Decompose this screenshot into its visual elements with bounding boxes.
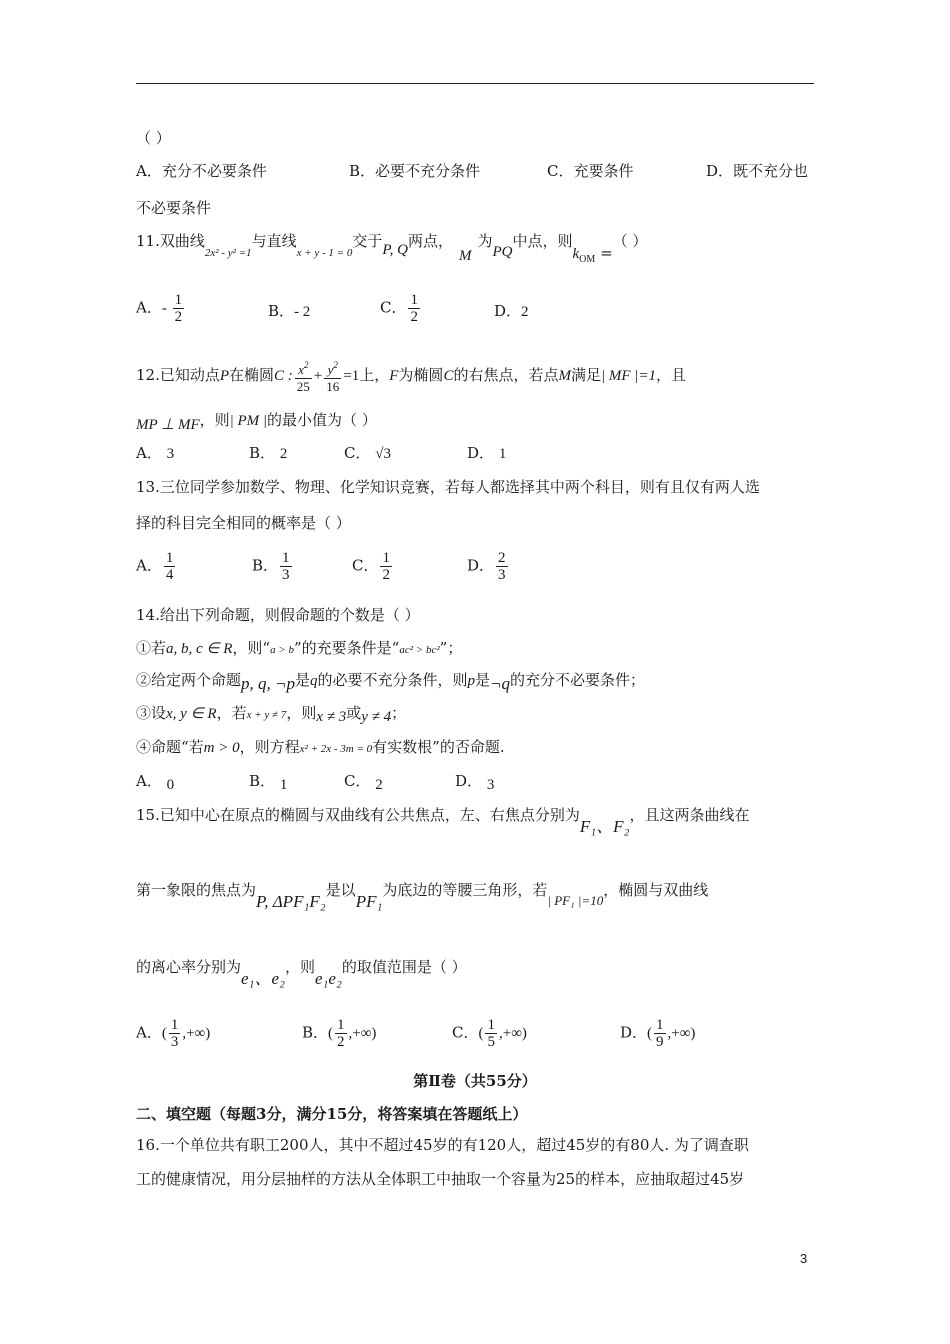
q10-option-b: B．必要不充分条件 <box>349 162 481 180</box>
page-number: 3 <box>800 1251 808 1266</box>
part2-title: 第Ⅱ卷（共55分） <box>413 1072 537 1090</box>
q10-wrap: 不必要条件 <box>136 199 212 217</box>
q13-option-a: A． $\frac{1}{4}$ <box>136 550 174 583</box>
q15-line2: 第一象限的焦点为P, ΔPF₁F₂是以PF₁为底边的等腰三角形，若| PF₁ |=10，椭圆与双曲线 <box>136 881 709 911</box>
q12-option-c: C． √3 <box>344 444 391 462</box>
q15-option-c: C．( $\frac{1}{5}$ ,+∞) <box>452 1017 527 1050</box>
q12-stem-line2: MP ⊥ MF，则| PM |的最小值为（ ） <box>136 411 377 433</box>
q14-stem: 14.给出下列命题，则假命题的个数是（ ） <box>136 606 420 624</box>
q11-option-d: D．2 <box>494 302 529 320</box>
q10-option-d: D．既不充分也 <box>706 162 809 180</box>
q14-statement-4: ④命题“若m > 0，则方程x² + 2x - 3m = 0有实数根”的否命题. <box>136 738 505 756</box>
q15-option-b: B．( $\frac{1}{2}$ ,+∞) <box>302 1017 377 1050</box>
q14-statement-3: ③设x, y ∈ R，若x + y ≠ 7，则x ≠ 3或y ≠ 4； <box>136 704 407 725</box>
q14-option-c: C． 2 <box>344 772 383 793</box>
q11-option-c: C． $\frac{1}{2}$ <box>380 292 418 325</box>
header-rule <box>136 83 814 84</box>
q11-line-eq: x + y - 1 = 0 <box>296 247 353 259</box>
q15-line3: 的离心率分别为e₁、e₂，则e₁e₂的取值范围是（ ） <box>136 958 467 988</box>
q12-option-b: B． 2 <box>249 444 288 462</box>
q16-line1: 16.一个单位共有职工200人，其中不超过45岁的有120人，超过45岁的有80人. 为了调查职 <box>136 1136 749 1154</box>
q14-option-d: D． 3 <box>455 772 495 793</box>
q13-line1: 13.三位同学参加数学、物理、化学知识竞赛，若每人都选择其中两个科目，则有且仅有两人选 <box>136 478 760 496</box>
q15-option-d: D．( $\frac{1}{9}$ ,+∞) <box>620 1017 696 1050</box>
q10-option-c: C．充要条件 <box>547 162 634 180</box>
q15-line1: 15.已知中心在原点的椭圆与双曲线有公共焦点，左、右焦点分别为F₁、F₂，且这两条曲线在 <box>136 806 750 836</box>
q12-stem-line1: 12.已知动点P在椭圆C : $\frac{x^2}{25}$ + $\frac{y^2}{16}$ =1上，F为椭圆C的右焦点，若点M满足| MF |=1，且 <box>136 360 687 394</box>
q12-option-d: D． 1 <box>467 444 507 462</box>
q11-hyperbola-eq: 2x² - y² =1 <box>204 247 252 259</box>
q10-option-a: A．充分不必要条件 <box>136 162 267 180</box>
q11-option-a: A．- $\frac{1}{2}$ <box>136 292 183 325</box>
q14-statement-1: ①若a, b, c ∈ R，则“a > b”的充要条件是“ac² > bc²”； <box>136 639 463 657</box>
q14-option-a: A． 0 <box>136 772 175 793</box>
q13-option-d: D． $\frac{2}{3}$ <box>467 550 506 583</box>
q12-option-a: A． 3 <box>136 444 175 462</box>
q10-paren: （ ） <box>136 129 171 147</box>
q13-option-b: B． $\frac{1}{3}$ <box>252 550 290 583</box>
q14-statement-2: ②给定两个命题p, q, ¬p是q的必要不充分条件，则p是¬q的充分不必要条件； <box>136 671 646 693</box>
q13-line2: 择的科目完全相同的概率是（ ） <box>136 514 351 532</box>
q15-option-a: A．( $\frac{1}{3}$ ,+∞) <box>136 1017 211 1050</box>
q16-line2: 工的健康情况，用分层抽样的方法从全体职工中抽取一个容量为25的样本，应抽取超过45岁 <box>136 1170 745 1188</box>
q14-option-b: B． 1 <box>249 772 288 793</box>
q13-option-c: C． $\frac{1}{2}$ <box>352 550 390 583</box>
fill-in-section-heading: 二、填空题（每题3分，满分15分，将答案填在答题纸上） <box>136 1105 528 1123</box>
q11-stem: 11.双曲线$_{2x^2 - y^2 =1}$与直线$_{x + y - 1 = 0}$交于P, Q两点，M为PQ中点，则$k_{OM}$ =（ ） <box>136 232 648 265</box>
q11-option-b: B．- 2 <box>268 302 311 320</box>
